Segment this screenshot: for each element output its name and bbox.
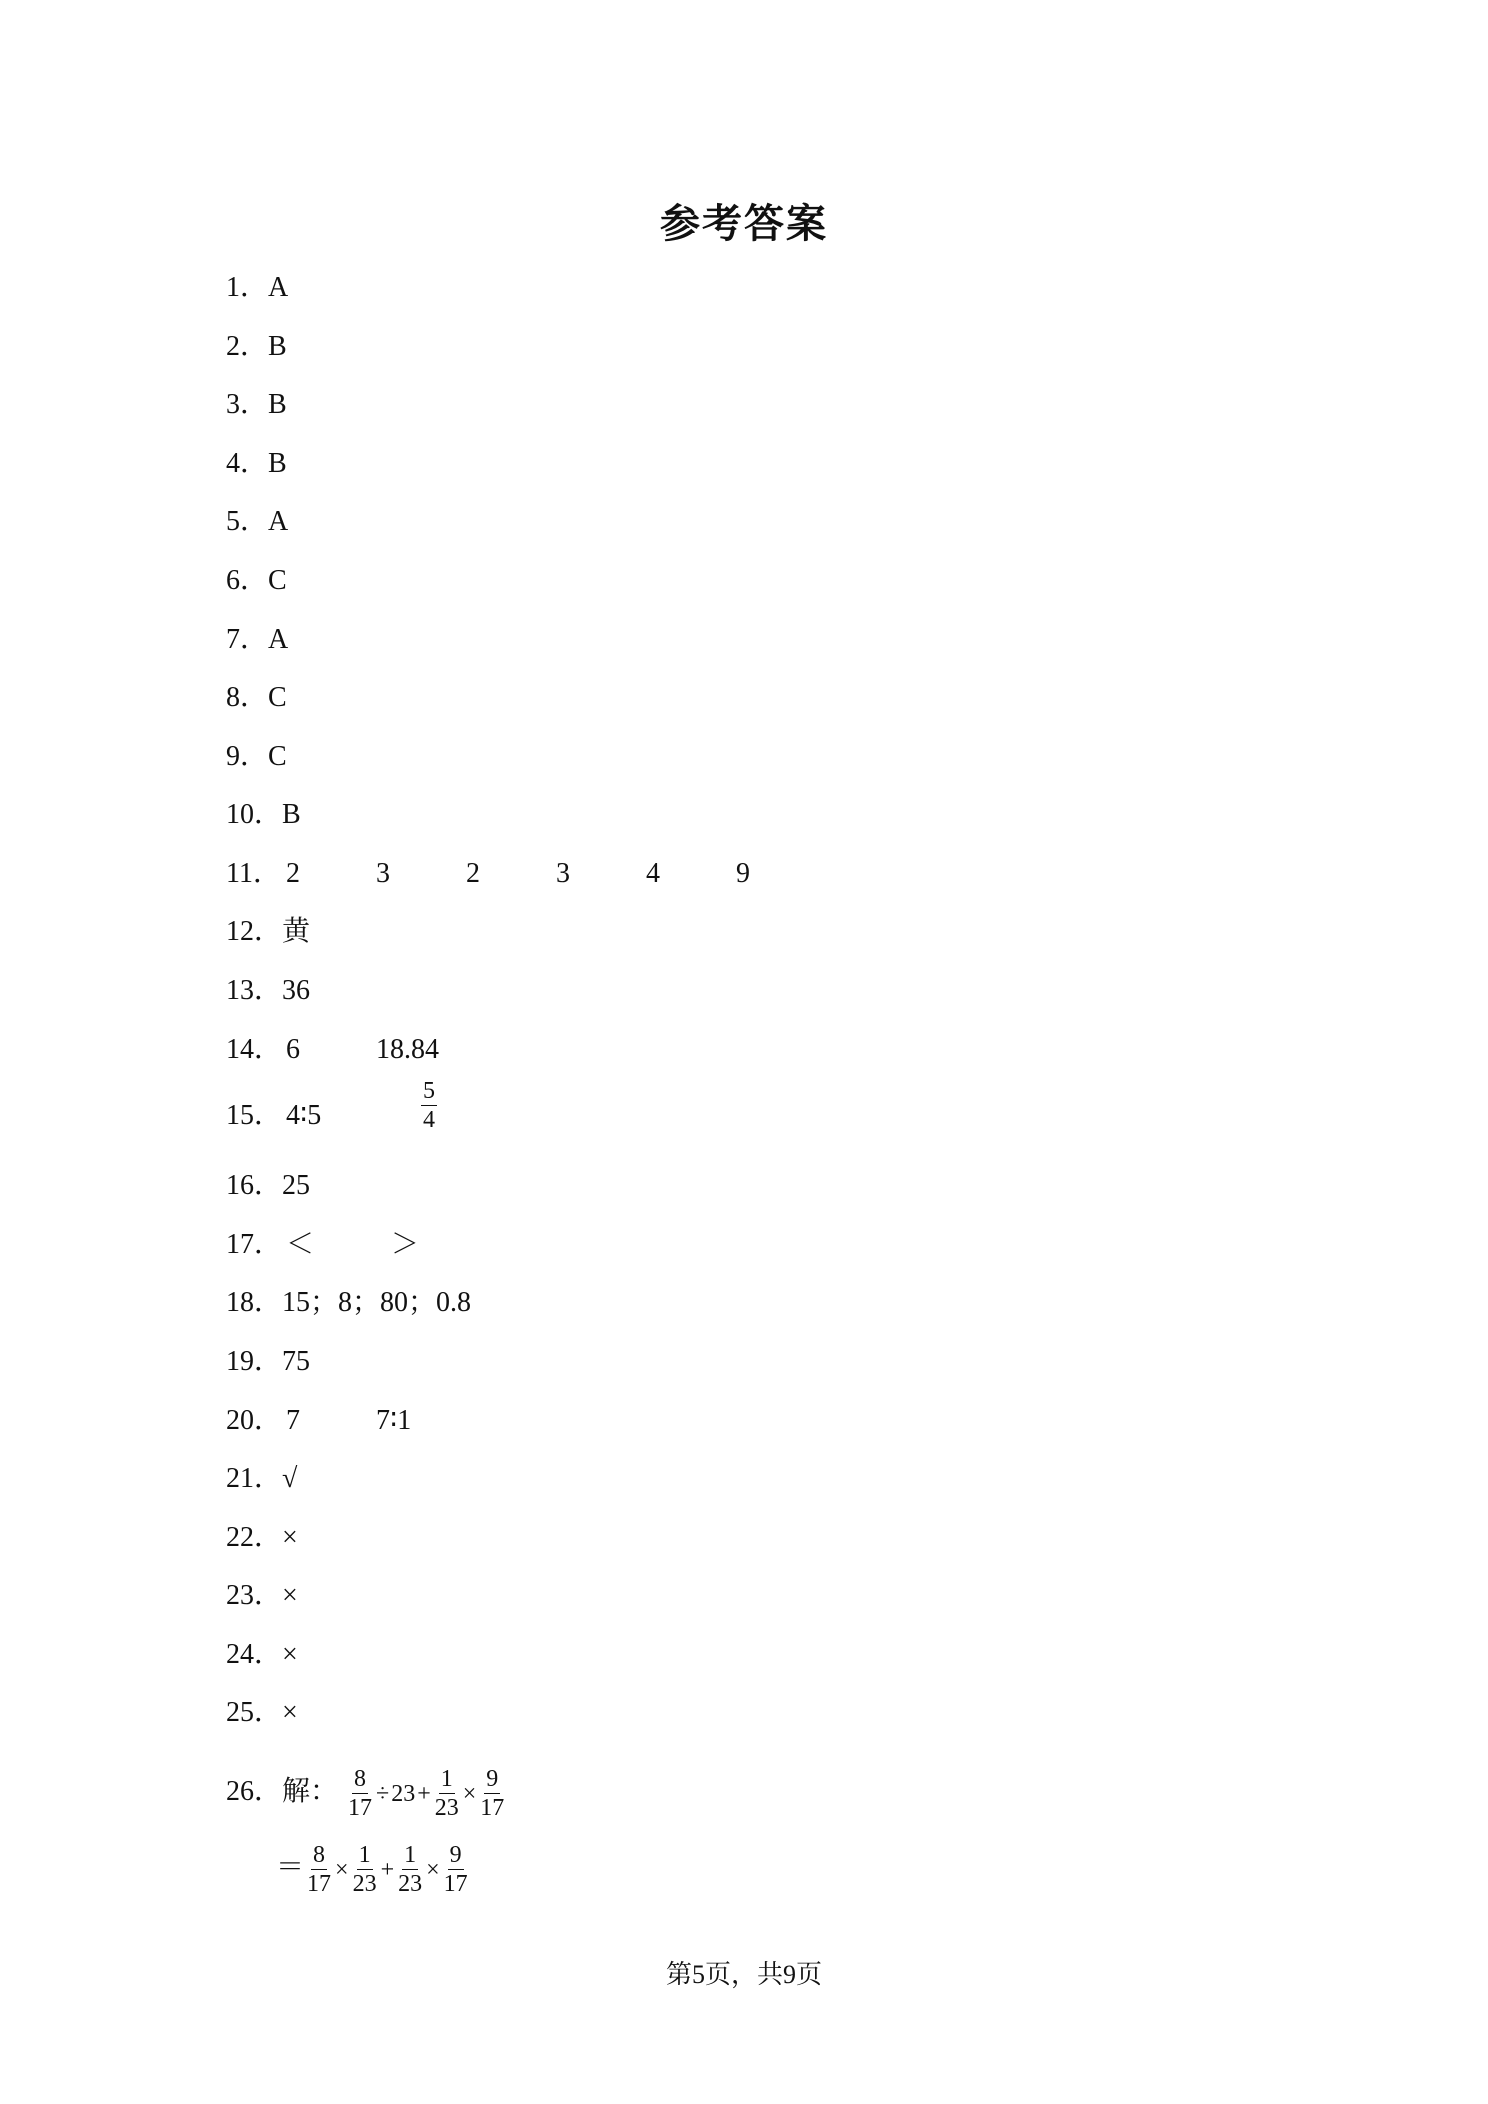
answer-row-16 [226, 1166, 310, 1206]
answer-value: 36 [282, 975, 311, 1006]
answer-value: B [268, 389, 287, 420]
answer-row-3 [226, 385, 287, 425]
answer-number: 18． [226, 1287, 283, 1318]
answer-number: 15． [226, 1100, 283, 1131]
page-footer: 第5页，共9页 [665, 1960, 822, 1989]
fraction-numerator: 1 [404, 1842, 417, 1869]
answer-value: 4∶5 [286, 1100, 322, 1131]
answer-value: 75 [282, 1346, 311, 1377]
answer-row-8 [226, 678, 287, 718]
answer-row-18 [226, 1283, 471, 1323]
fraction [478, 1766, 506, 1821]
answer-row-15 [226, 1078, 526, 1136]
answer-row-24 [226, 1635, 298, 1675]
answer-number: 12． [226, 916, 283, 947]
answer-number: 23． [226, 1580, 283, 1611]
answer-row-23 [226, 1576, 298, 1616]
answer-row-2 [226, 327, 287, 367]
fraction [396, 1842, 424, 1897]
fraction-denominator: 23 [398, 1871, 423, 1898]
answer-number: 13． [226, 975, 283, 1006]
answer-number: 10． [226, 799, 283, 830]
solution-label: 解： [282, 1776, 339, 1807]
operator: + [380, 1856, 395, 1883]
fraction [305, 1842, 333, 1897]
answer-value: 7 [286, 1405, 300, 1436]
answer-row-21 [226, 1459, 297, 1499]
term: 23 [391, 1780, 416, 1807]
answer-row-20 [226, 1401, 526, 1441]
answer-row-10 [226, 795, 301, 835]
fraction [442, 1842, 470, 1897]
page-title: 参考答案 [660, 201, 828, 247]
answer-row-7 [226, 620, 288, 660]
answer-row-12 [226, 912, 310, 952]
answer-value: × [282, 1580, 298, 1611]
answer-value: 2 [286, 858, 300, 889]
answer-value: C [268, 682, 287, 713]
fraction-numerator: 1 [358, 1842, 371, 1869]
answer-value: B [268, 331, 287, 362]
answer-number: 6． [226, 565, 269, 596]
answer-value: × [282, 1522, 298, 1553]
answer-value: 2 [466, 858, 480, 889]
fraction-denominator: 17 [348, 1795, 373, 1822]
solution-line-2 [276, 1838, 471, 1898]
operator: ÷ [376, 1780, 390, 1807]
answer-number: 11． [226, 858, 281, 889]
answer-row-25 [226, 1693, 298, 1733]
answer-row-13 [226, 971, 310, 1011]
answer-number: 2． [226, 331, 269, 362]
fraction-denominator: 17 [480, 1795, 505, 1822]
answer-number: 4． [226, 448, 269, 479]
fraction-denominator: 23 [434, 1795, 459, 1822]
answer-value: 3 [376, 858, 390, 889]
answer-row-6 [226, 561, 287, 601]
answer-number: 5． [226, 506, 269, 537]
answer-value: B [282, 799, 301, 830]
answer-row-1 [226, 268, 288, 308]
fraction [433, 1766, 461, 1821]
fraction [421, 1078, 437, 1133]
answer-number: 24． [226, 1639, 283, 1670]
fraction-numerator: 9 [449, 1842, 462, 1869]
fraction-denominator: 4 [423, 1107, 435, 1133]
answer-value: A [268, 624, 289, 655]
answer-row-4 [226, 444, 287, 484]
answer-number: 20． [226, 1405, 283, 1436]
answer-value: 15；8；80；0.8 [282, 1287, 472, 1318]
answer-number: 17． [226, 1229, 283, 1260]
answer-number: 25． [226, 1697, 283, 1728]
answer-row-14 [226, 1030, 526, 1070]
operator: + [417, 1780, 431, 1807]
equals-sign: ＝ [276, 1852, 305, 1883]
answer-value: A [268, 272, 289, 303]
answer-value: 4 [646, 858, 660, 889]
answer-value: C [268, 741, 287, 772]
operator: × [462, 1780, 477, 1807]
fraction-denominator: 17 [307, 1871, 332, 1898]
answer-row-5 [226, 502, 288, 542]
answer-value: × [282, 1697, 298, 1728]
answer-number: 21． [226, 1463, 283, 1494]
fraction-numerator: 9 [486, 1766, 499, 1793]
answer-number: 9． [226, 741, 269, 772]
answer-row-17 [226, 1225, 526, 1265]
operator: × [426, 1856, 440, 1883]
fraction-denominator: 17 [443, 1871, 468, 1898]
answer-value: 7∶1 [376, 1405, 412, 1436]
fraction [351, 1842, 379, 1897]
fraction [346, 1766, 374, 1821]
answer-number: 1． [226, 272, 269, 303]
answer-number: 3． [226, 389, 269, 420]
answer-value: × [282, 1639, 298, 1670]
fraction-denominator: 23 [352, 1871, 377, 1898]
answer-value: B [268, 448, 287, 479]
fraction-numerator: 8 [313, 1842, 326, 1869]
answer-row-22 [226, 1518, 298, 1558]
answer-number: 16． [226, 1170, 283, 1201]
answer-number: 19． [226, 1346, 283, 1377]
answer-value: 6 [286, 1034, 300, 1065]
answer-value: C [268, 565, 287, 596]
answer-number: 8． [226, 682, 269, 713]
solution-line-1 [226, 1762, 507, 1822]
fraction-numerator: 8 [354, 1766, 367, 1793]
answer-value: √ [282, 1463, 298, 1494]
answer-row-19 [226, 1342, 310, 1382]
answer-number: 26． [226, 1776, 283, 1807]
answer-number: 14． [226, 1034, 283, 1065]
operator: × [335, 1856, 349, 1883]
fraction-numerator: 5 [423, 1078, 435, 1104]
answer-number: 22． [226, 1522, 283, 1553]
answer-value: 9 [736, 858, 750, 889]
answer-value: 黄 [282, 916, 311, 947]
answer-value: ＞ [391, 1229, 420, 1260]
answer-number: 7． [226, 624, 269, 655]
answer-value: 3 [556, 858, 570, 889]
answer-value: ＜ [286, 1229, 315, 1260]
answer-row-11 [226, 854, 826, 894]
fraction-numerator: 1 [440, 1766, 453, 1793]
answer-value: A [268, 506, 289, 537]
answer-row-9 [226, 737, 287, 777]
answer-value: 25 [282, 1170, 311, 1201]
answer-value: 18.84 [376, 1034, 439, 1065]
